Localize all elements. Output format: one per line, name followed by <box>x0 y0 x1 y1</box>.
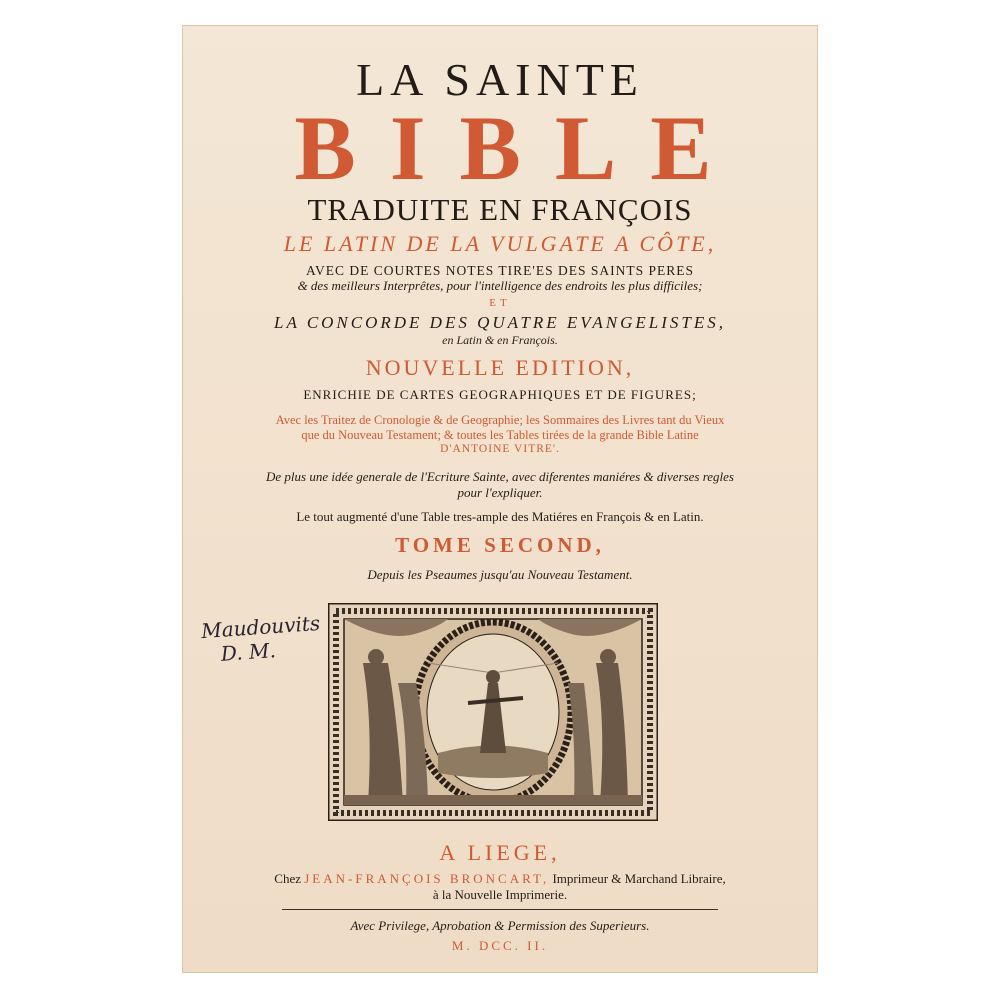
signature-line-2: D. M. <box>220 638 277 666</box>
edition-title: NOUVELLE EDITION, <box>365 355 635 380</box>
notes-line-2: & des meilleurs Interprêtes, pour l'intelligence des endroits les plus difficiles; <box>297 278 703 293</box>
handwritten-signature <box>200 611 322 667</box>
imprint-printer: JEAN-FRANÇOIS BRONCART, <box>304 871 550 886</box>
title-latin-vulgate: LE LATIN DE LA VULGATE A CÔTE, <box>283 231 717 256</box>
idee-line-1: De plus une idée generale de l'Ecriture Sainte, avec diferentes maniéres & diverses regles <box>266 469 734 484</box>
notes-concorde: LA CONCORDE DES QUATRE EVANGELISTES, <box>274 313 726 332</box>
imprint-printer-line <box>182 871 818 887</box>
edition-subtitle: ENRICHIE DE CARTES GEOGRAPHIQUES ET DE FIGURES; <box>303 387 697 402</box>
notes-et: ET <box>489 297 511 309</box>
imprint-city: A LIEGE, <box>439 840 561 865</box>
title-traduite: TRADUITE EN FRANÇOIS <box>307 192 693 227</box>
edition-traitez-3: D'ANTOINE VITRE'. <box>440 443 560 455</box>
imprint-address: à la Nouvelle Imprimerie. <box>432 887 568 902</box>
allegorical-engraving <box>328 603 658 821</box>
tome-title: TOME SECOND, <box>395 533 605 557</box>
idee-line-2: pour l'expliquer. <box>457 485 543 500</box>
title-page <box>182 25 818 973</box>
notes-concorde-sub: en Latin & en François. <box>442 333 558 347</box>
signature-line-1: Maudouvits <box>200 610 321 644</box>
imprint-year: M. DCC. II. <box>451 938 549 953</box>
imprint-printer-role: Imprimeur & Marchand Libraire, <box>552 871 726 886</box>
idee-table: Le tout augmenté d'une Table tres-ample des Matiéres en François & en Latin. <box>296 509 704 524</box>
tome-subtitle: Depuis les Pseaumes jusqu'au Nouveau Testament. <box>367 567 633 582</box>
notes-line-1: AVEC DE COURTES NOTES TIRE'ES DES SAINTS PERES <box>305 263 695 278</box>
imprint-chez: Chez <box>274 871 301 886</box>
imprint-privilege: Avec Privilege, Aprobation & Permission des Superieurs. <box>350 918 650 933</box>
title-la-sainte: LA SAINTE <box>356 54 644 105</box>
title-bible: BIBLE <box>294 97 746 199</box>
edition-traitez-2: que du Nouveau Testament; & toutes les Tables tirées de la grande Bible Latine <box>301 428 699 442</box>
divider-rule <box>282 909 718 910</box>
edition-traitez-1: Avec les Traitez de Cronologie & de Geographie; les Sommaires des Livres tant du Vieux <box>275 413 725 427</box>
